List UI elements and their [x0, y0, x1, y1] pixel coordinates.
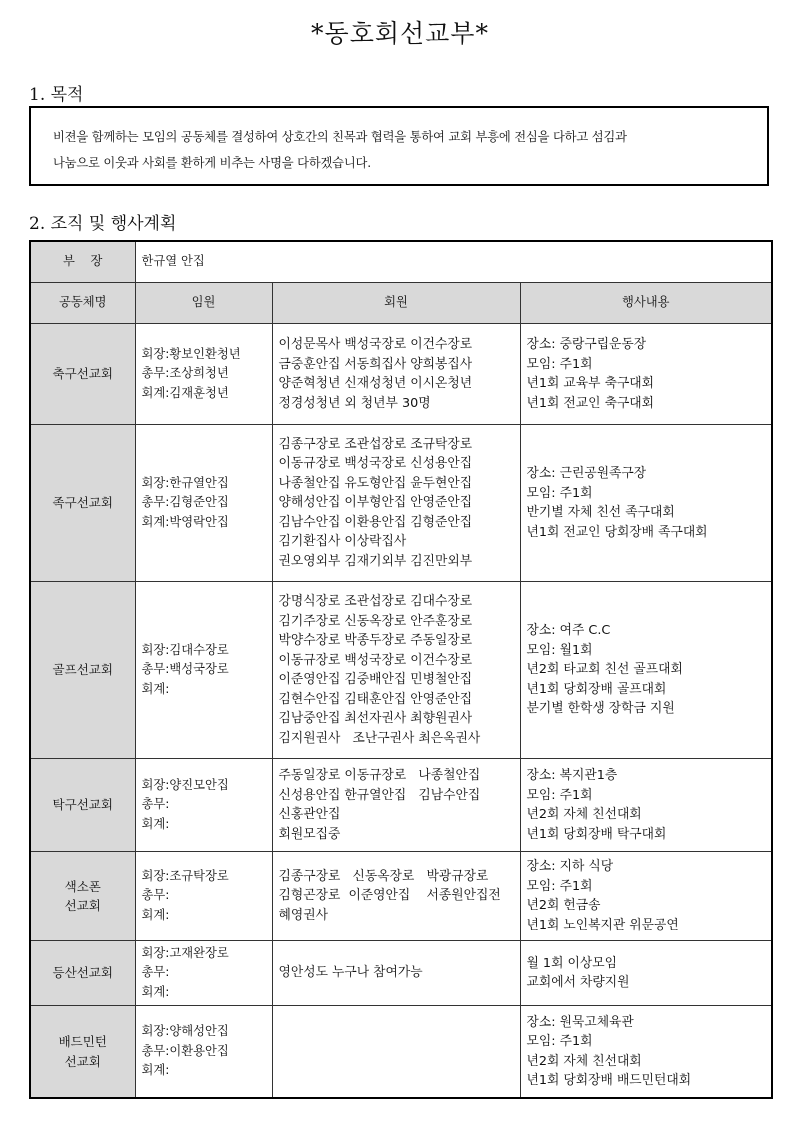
section-purpose-heading: 1. 목적 [29, 85, 84, 105]
group-members-line: 혜영권사 [278, 907, 328, 923]
group-name-line: 골프선교회 [52, 662, 113, 678]
group-members-line: 김기주장로 신동옥장로 안주훈장로 [278, 613, 473, 629]
group-members-line: 신홍관안집 [278, 807, 341, 822]
group-members-line: 김종구장로 신동옥장로 박광규장로 [278, 868, 489, 884]
group-name-line: 선교회 [64, 1053, 101, 1069]
section-organization-heading: 2. 조직 및 행사계획 [29, 214, 177, 234]
group-events-line: 년2회 자체 친선대회 [526, 1053, 642, 1069]
group-name [30, 425, 135, 582]
group-officers-line: 총무:조상희청년 [141, 366, 229, 381]
group-officers-line: 총무: [141, 965, 170, 980]
group-members-line: 정경성청년 외 청년부 30명 [278, 395, 431, 411]
group-officers-line: 회계: [141, 816, 170, 831]
group-events-line: 월 1회 이상모임 [526, 955, 617, 971]
group-members-line: 이준영안집 김중배안집 민병철안집 [278, 672, 473, 687]
group-members-line: 양준혁청년 신재성청년 이시온청년 [278, 376, 473, 391]
purpose-text-line: 나눔으로 이웃과 사회를 환하게 비추는 사명을 다하겠습니다. [53, 156, 371, 170]
group-events-line: 모임: 주1회 [526, 1034, 593, 1049]
group-officers-line: 총무:백성국장로 [141, 662, 229, 677]
col-header-group-name: 공동체명 [30, 283, 135, 324]
group-officers-line: 회장:한규열안집 [141, 475, 229, 490]
column-header-row [30, 283, 772, 324]
group-members [272, 1006, 520, 1099]
group-row [30, 852, 772, 941]
group-members-line: 김지원권사 조난구권사 최은옥권사 [278, 730, 481, 746]
group-events-line: 년1회 당회장배 배드민턴대회 [526, 1073, 692, 1088]
group-events-line: 년1회 당회장배 탁구대회 [526, 826, 667, 842]
group-row [30, 759, 772, 852]
group-name-line: 선교회 [64, 898, 101, 913]
group-row [30, 582, 772, 759]
group-name [30, 1006, 135, 1099]
group-officers-line: 총무: [141, 797, 170, 812]
group-name-line: 축구선교회 [52, 366, 113, 382]
group-name [30, 941, 135, 1006]
group-members [272, 941, 520, 1006]
group-officers-line: 회장:조규탁장로 [141, 868, 229, 883]
col-header-officers: 임원 [135, 283, 272, 324]
group-events [520, 852, 772, 941]
purpose-box [29, 106, 769, 186]
col-header-members: 회원 [272, 283, 520, 324]
group-officers-line: 회계:박영락안집 [141, 514, 229, 529]
group-events-line: 장소: 지하 식당 [526, 859, 614, 874]
group-officers-line: 회계: [141, 984, 170, 999]
group-events-line: 년1회 당회장배 골프대회 [526, 681, 667, 697]
group-row [30, 425, 772, 582]
group-officers [135, 425, 272, 582]
group-events-line: 년1회 전교인 당회장배 족구대회 [526, 524, 708, 540]
director-row [30, 241, 772, 283]
group-members-line: 권오영외부 김재기외부 김진만외부 [278, 553, 473, 569]
group-members [272, 582, 520, 759]
group-name-line: 등산선교회 [52, 965, 113, 981]
group-name [30, 324, 135, 425]
group-members [272, 324, 520, 425]
group-events-line: 장소: 복지관1층 [526, 768, 618, 783]
group-events [520, 582, 772, 759]
group-officers-line: 회장:황보인환청년 [141, 346, 241, 361]
group-members-line: 나종철안집 유도형안집 윤두현안집 [278, 475, 473, 491]
group-members [272, 425, 520, 582]
organization-table [29, 240, 773, 1099]
group-members-line: 강명식장로 조관섭장로 김대수장로 [278, 594, 473, 609]
group-events-line: 년2회 헌금송 [526, 898, 601, 913]
director-label [30, 241, 135, 283]
group-members [272, 852, 520, 941]
group-officers-line: 회계: [141, 1063, 170, 1078]
group-officers-line: 회계: [141, 907, 170, 922]
group-members-line: 양해성안집 이부형안집 안영준안집 [278, 495, 473, 511]
document-title: *동호회선교부* [311, 19, 489, 48]
group-name-line: 탁구선교회 [52, 797, 113, 813]
group-officers [135, 1006, 272, 1099]
group-officers [135, 324, 272, 425]
group-officers [135, 852, 272, 941]
group-officers-line: 회장:양진모안집 [141, 777, 229, 792]
group-name-line: 배드민턴 [58, 1034, 107, 1049]
group-name [30, 852, 135, 941]
group-events-line: 장소: 중랑구립운동장 [526, 337, 647, 352]
group-members-line: 김남수안집 이환용안집 김형준안집 [278, 514, 473, 530]
group-events-line: 모임: 월1회 [526, 642, 593, 658]
group-members-line: 주동일장로 이동규장로 나종철안집 [278, 768, 481, 783]
group-events [520, 425, 772, 582]
group-members [272, 759, 520, 852]
group-members-line: 김종구장로 조관섭장로 조규탁장로 [278, 436, 473, 452]
group-events-line: 모임: 주1회 [526, 787, 593, 803]
group-officers-line: 총무: [141, 888, 170, 903]
purpose-text-line: 비젼을 함께하는 모임의 공동체를 결성하여 상호간의 친목과 협력을 통하여 교회 부흥에 전심을 다하고 섬김과 [53, 130, 627, 144]
group-officers [135, 582, 272, 759]
group-events-line: 반기별 자체 친선 족구대회 [526, 505, 675, 520]
group-row [30, 941, 772, 1006]
group-events-line: 분기별 한학생 장학금 지원 [526, 701, 675, 717]
group-events-line: 장소: 여주 C.C [526, 623, 611, 639]
group-members-line: 이동규장로 백성국장로 이건수장로 [278, 652, 473, 668]
group-officers [135, 941, 272, 1006]
group-members-line: 신성용안집 한규열안집 김남수안집 [278, 787, 481, 803]
group-events [520, 1006, 772, 1099]
group-officers-line: 회장:김대수장로 [141, 642, 229, 657]
group-events-line: 교회에서 차량지원 [526, 975, 630, 990]
group-events-line: 장소: 원묵고체육관 [526, 1014, 634, 1030]
group-row [30, 324, 772, 425]
group-members-line: 이동규장로 백성국장로 신성용안집 [278, 456, 473, 472]
director-label-text: 부 장 [63, 254, 103, 269]
group-officers-line: 회계:김재훈청년 [141, 385, 229, 400]
group-officers-line: 총무:김형준안집 [141, 495, 229, 510]
col-header-events: 행사내용 [520, 283, 772, 324]
group-name-line: 족구선교회 [52, 495, 113, 511]
group-events-line: 모임: 주1회 [526, 878, 593, 894]
group-events-line: 년1회 노인복지관 위문공연 [526, 917, 679, 933]
group-officers-line: 회계: [141, 681, 170, 696]
group-members-line: 김남중안집 최선자권사 최향원권사 [278, 711, 473, 726]
group-name [30, 759, 135, 852]
group-name [30, 582, 135, 759]
group-members-line: 영안성도 누구나 참여가능 [278, 965, 423, 981]
group-events-line: 년1회 교육부 축구대회 [526, 376, 655, 391]
group-name-line: 색소폰 [64, 878, 101, 894]
group-events [520, 759, 772, 852]
group-events-line: 년2회 타교회 친선 골프대회 [526, 662, 683, 678]
group-events-line: 모임: 주1회 [526, 356, 593, 372]
group-events [520, 324, 772, 425]
group-members-line: 김기환집사 이상락집사 [278, 534, 407, 550]
group-members-line: 박양수장로 박종두장로 주동일장로 [278, 633, 473, 648]
group-rows [30, 324, 772, 1099]
group-officers-line: 회장:고재완장로 [141, 945, 229, 960]
group-members-line: 김현수안집 김태훈안집 안영준안집 [278, 691, 473, 707]
group-events-line: 년2회 자체 친선대회 [526, 807, 642, 822]
group-events-line: 모임: 주1회 [526, 485, 593, 501]
group-events-line: 년1회 전교인 축구대회 [526, 395, 655, 411]
group-officers-line: 총무:이환용안집 [141, 1043, 229, 1058]
group-officers [135, 759, 272, 852]
group-members-line: 이성문목사 백성국장로 이건수장로 [278, 337, 473, 352]
group-officers-line: 회장:양해성안집 [141, 1024, 229, 1039]
group-members-line: 김형곤장로 이준영안집 서종원안집전 [278, 888, 501, 904]
group-members-line: 금중훈안집 서동희집사 양희봉집사 [278, 356, 473, 372]
group-members-line: 회원모집중 [278, 826, 341, 842]
group-row [30, 1006, 772, 1099]
group-events [520, 941, 772, 1006]
group-events-line: 장소: 근린공원족구장 [526, 466, 647, 481]
director-name: 한규열 안집 [135, 241, 772, 283]
